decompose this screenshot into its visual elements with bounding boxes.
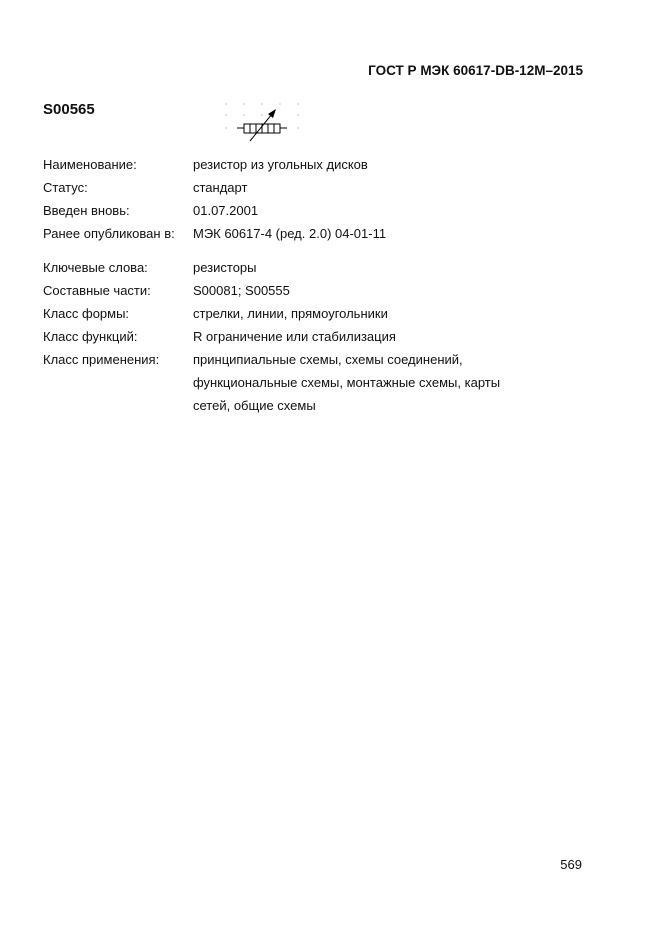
field-value: функциональные схемы, монтажные схемы, карты — [193, 375, 501, 390]
symbol-code: S00565 — [43, 101, 95, 118]
field-value: резистор из угольных дисков — [193, 157, 368, 172]
field-label: Введен вновь: — [43, 203, 130, 218]
field-value: стандарт — [193, 180, 248, 195]
field-value: сетей, общие схемы — [193, 398, 316, 413]
carbon-disc-resistor-symbol — [222, 100, 302, 145]
field-value: МЭК 60617-4 (ред. 2.0) 04-01-11 — [193, 226, 387, 241]
field-label: Наименование: — [43, 157, 137, 172]
field-value: 01.07.2001 — [193, 203, 259, 218]
field-label: Статус: — [43, 180, 88, 195]
field-label: Класс функций: — [43, 329, 138, 344]
field-value: S00081; S00555 — [193, 283, 290, 298]
field-label: Составные части: — [43, 283, 151, 298]
field-label: Ранее опубликован в: — [43, 226, 175, 241]
field-value: стрелки, линии, прямоугольники — [193, 306, 388, 321]
field-value: R ограничение или стабилизация — [193, 329, 396, 344]
page-number: 569 — [560, 857, 582, 872]
document-header: ГОСТ Р МЭК 60617-DB-12M–2015 — [368, 63, 583, 78]
field-value: резисторы — [193, 260, 257, 275]
field-value: принципиальные схемы, схемы соединений, — [193, 352, 463, 367]
field-label: Класс формы: — [43, 306, 130, 321]
field-label: Ключевые слова: — [43, 260, 148, 275]
field-label: Класс применения: — [43, 352, 160, 367]
